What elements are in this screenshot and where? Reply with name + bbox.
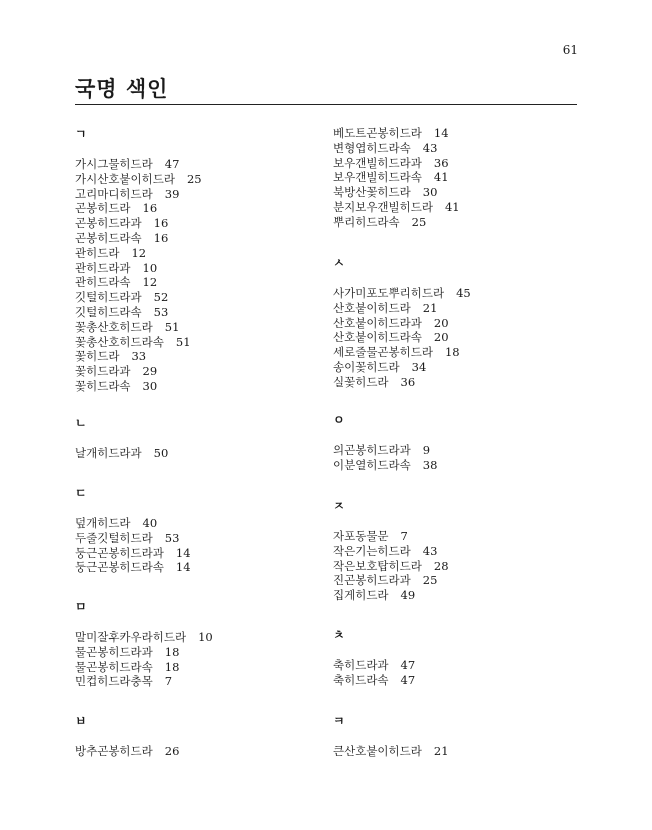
entry-name: 송이꽃히드라 [333, 359, 400, 374]
group-heading: ㅈ [333, 499, 345, 513]
index-entry [333, 156, 460, 171]
entry-name: 의곤봉히드라과 [333, 443, 411, 457]
index-entry [333, 215, 460, 230]
entry-page: 40 [142, 516, 158, 530]
entry-name: 가시그물히드라 [75, 157, 153, 171]
index-entry [75, 320, 202, 335]
entry-page: 47 [164, 157, 180, 171]
index-group-continued [333, 126, 460, 230]
entry-page: 36 [400, 374, 416, 389]
entry-name: 민컵히드라충목 [75, 674, 153, 689]
index-entry [333, 529, 449, 544]
index-entry [333, 544, 449, 559]
index-entry [75, 379, 202, 394]
entry-page: 36 [433, 155, 449, 170]
index-entry [75, 305, 202, 320]
entry-page: 25 [422, 573, 438, 588]
entry-name: 꽃히드라과 [75, 364, 131, 379]
index-entry [75, 335, 202, 350]
index-entry [333, 330, 471, 345]
entry-name: 관히드라속 [75, 275, 131, 290]
entry-page: 53 [164, 530, 180, 545]
index-entry [75, 744, 179, 759]
entry-name: 산호붙이히드라속 [333, 330, 422, 345]
index-entry [75, 275, 202, 290]
entry-name: 작은기는히드라 [333, 543, 411, 558]
index-entry [333, 588, 449, 603]
entry-page: 26 [164, 744, 180, 758]
entry-page: 47 [400, 658, 416, 672]
entry-page: 52 [153, 290, 169, 305]
group-heading: ㅂ [75, 714, 87, 728]
entry-page: 18 [164, 659, 180, 674]
entry-page: 53 [153, 304, 169, 319]
entry-page: 16 [142, 201, 158, 216]
entry-name: 축히드라과 [333, 658, 389, 672]
entry-page: 33 [131, 349, 147, 364]
index-entry [75, 246, 202, 261]
entry-name: 산호붙이히드라 [333, 300, 411, 315]
entry-page: 18 [444, 345, 460, 360]
index-entry [75, 630, 213, 645]
index-entry [75, 446, 168, 461]
entry-page: 10 [198, 630, 213, 644]
entry-page: 7 [164, 674, 173, 689]
entry-name: 날개히드라과 [75, 446, 142, 460]
entry-name: 보우갠빌히드라과 [333, 155, 422, 170]
index-entry [75, 516, 191, 531]
index-group [75, 714, 179, 759]
entry-name: 작은보호탑히드라 [333, 558, 422, 573]
title-divider [75, 104, 577, 105]
entry-page: 51 [175, 334, 191, 349]
index-entry [333, 458, 437, 473]
entry-name: 꽃총산호히드라속 [75, 334, 164, 349]
entry-name: 뿌리히드라속 [333, 214, 400, 229]
entry-name: 가시산호붙이히드라 [75, 171, 175, 186]
index-entry [75, 172, 202, 187]
index-entry [333, 443, 437, 458]
entry-name: 꽃히드라 [75, 349, 120, 364]
entry-page: 7 [400, 529, 408, 543]
entry-page: 9 [422, 443, 431, 457]
entry-page: 16 [153, 216, 169, 231]
entry-page: 21 [422, 300, 438, 315]
entry-name: 곤봉히드라 [75, 201, 131, 216]
index-group [333, 413, 437, 473]
page-title: 국명 색인 [75, 76, 169, 101]
entry-name: 산호붙이히드라과 [333, 315, 422, 330]
index-group [75, 416, 168, 461]
entry-name: 둥근곤봉히드라속 [75, 560, 164, 575]
entry-name: 진곤봉히드라과 [333, 573, 411, 588]
index-entry [333, 170, 460, 185]
entry-page: 34 [411, 359, 427, 374]
entry-name: 분지보우갠빌히드라 [333, 199, 433, 214]
entry-page: 43 [422, 140, 438, 155]
entry-page: 50 [153, 446, 169, 460]
index-group [75, 600, 213, 689]
entry-page: 39 [164, 186, 180, 201]
entry-name: 변형엽히드라속 [333, 140, 411, 155]
group-heading: ㅁ [75, 600, 87, 614]
entry-name: 북방산꽃히드라 [333, 185, 411, 200]
entry-page: 10 [142, 260, 158, 275]
index-entry [333, 673, 415, 688]
index-entry [75, 674, 213, 689]
entry-page: 28 [433, 558, 449, 573]
entry-page: 45 [456, 286, 471, 300]
entry-name: 곤봉히드라과 [75, 216, 142, 231]
entry-name: 두줄깃털히드라 [75, 530, 153, 545]
index-entry [333, 360, 471, 375]
index-entry [333, 185, 460, 200]
entry-name: 실꽃히드라 [333, 374, 389, 389]
entry-page: 30 [142, 378, 158, 393]
group-heading: ㅊ [333, 628, 345, 642]
index-entry [75, 660, 213, 675]
index-entry [333, 573, 449, 588]
index-entry [333, 345, 471, 360]
entry-page: 41 [444, 199, 460, 214]
entry-page: 41 [433, 170, 449, 185]
index-group [333, 499, 449, 603]
entry-page: 25 [411, 214, 427, 229]
index-entry [333, 141, 460, 156]
entry-name: 물곤봉히드라속 [75, 659, 153, 674]
entry-page: 25 [186, 171, 202, 186]
entry-page: 12 [142, 275, 158, 290]
entry-page: 18 [164, 644, 180, 659]
index-entry [75, 546, 191, 561]
index-group [333, 714, 449, 759]
entry-name: 관히드라 [75, 245, 120, 260]
index-entry [75, 290, 202, 305]
index-entry [75, 187, 202, 202]
entry-page: 14 [433, 126, 449, 140]
entry-name: 관히드라과 [75, 260, 131, 275]
index-entry [333, 126, 460, 141]
group-heading: ㄱ [75, 127, 87, 141]
entry-name: 방추곤봉히드라 [75, 744, 153, 758]
entry-page: 20 [433, 315, 449, 330]
entry-name: 꽃총산호히드라 [75, 319, 153, 334]
entry-name: 곤봉히드라속 [75, 230, 142, 245]
index-entry [333, 375, 471, 390]
entry-page: 21 [433, 744, 449, 758]
index-entry [333, 301, 471, 316]
group-heading: ㄴ [75, 416, 87, 430]
index-group [333, 256, 471, 390]
entry-page: 16 [153, 230, 169, 245]
index-entry [75, 560, 191, 575]
entry-page: 20 [433, 330, 449, 345]
entry-page: 47 [400, 672, 416, 687]
entry-name: 덮개히드라 [75, 516, 131, 530]
index-entry [333, 658, 415, 673]
index-entry [75, 231, 202, 246]
index-entry [333, 744, 449, 759]
entry-name: 깃털히드라속 [75, 304, 142, 319]
entry-page: 14 [175, 545, 191, 560]
entry-name: 큰산호붙이히드라 [333, 744, 422, 758]
index-entry [75, 645, 213, 660]
index-group [75, 486, 191, 575]
entry-name: 보우갠빌히드라속 [333, 170, 422, 185]
group-heading: ㄷ [75, 486, 87, 500]
index-entry [75, 349, 202, 364]
entry-name: 꽃히드라속 [75, 378, 131, 393]
entry-page: 38 [422, 457, 438, 472]
entry-name: 집게히드라 [333, 588, 389, 603]
index-entry [75, 531, 191, 546]
index-entry [75, 216, 202, 231]
entry-page: 49 [400, 588, 416, 603]
entry-page: 43 [422, 543, 438, 558]
entry-page: 12 [131, 245, 147, 260]
entry-page: 30 [422, 185, 438, 200]
group-heading: ㅋ [333, 714, 345, 728]
entry-name: 이분열히드라속 [333, 457, 411, 472]
entry-page: 14 [175, 560, 191, 575]
index-entry [333, 559, 449, 574]
index-entry [75, 364, 202, 379]
index-entry [75, 157, 202, 172]
index-entry [75, 261, 202, 276]
entry-name: 물곤봉히드라과 [75, 644, 153, 659]
group-heading: ㅇ [333, 413, 345, 427]
index-entry [333, 286, 471, 301]
entry-page: 29 [142, 364, 158, 379]
entry-name: 말미잘후카우라히드라 [75, 630, 187, 644]
entry-name: 고리마디히드라 [75, 186, 153, 201]
index-group [333, 628, 415, 688]
entry-name: 자포동물문 [333, 529, 389, 543]
index-entry [75, 201, 202, 216]
index-entry [333, 200, 460, 215]
index-entry [333, 316, 471, 331]
entry-name: 축히드라속 [333, 672, 389, 687]
entry-name: 베도트곤봉히드라 [333, 126, 422, 140]
entry-name: 세로줄물곤봉히드라 [333, 345, 433, 360]
group-heading: ㅅ [333, 256, 345, 270]
page-number: 61 [562, 43, 578, 57]
entry-name: 깃털히드라과 [75, 290, 142, 305]
entry-name: 둥근곤봉히드라과 [75, 545, 164, 560]
entry-name: 사가미포도뿌리히드라 [333, 286, 445, 300]
entry-page: 51 [164, 319, 180, 334]
index-group [75, 127, 202, 394]
